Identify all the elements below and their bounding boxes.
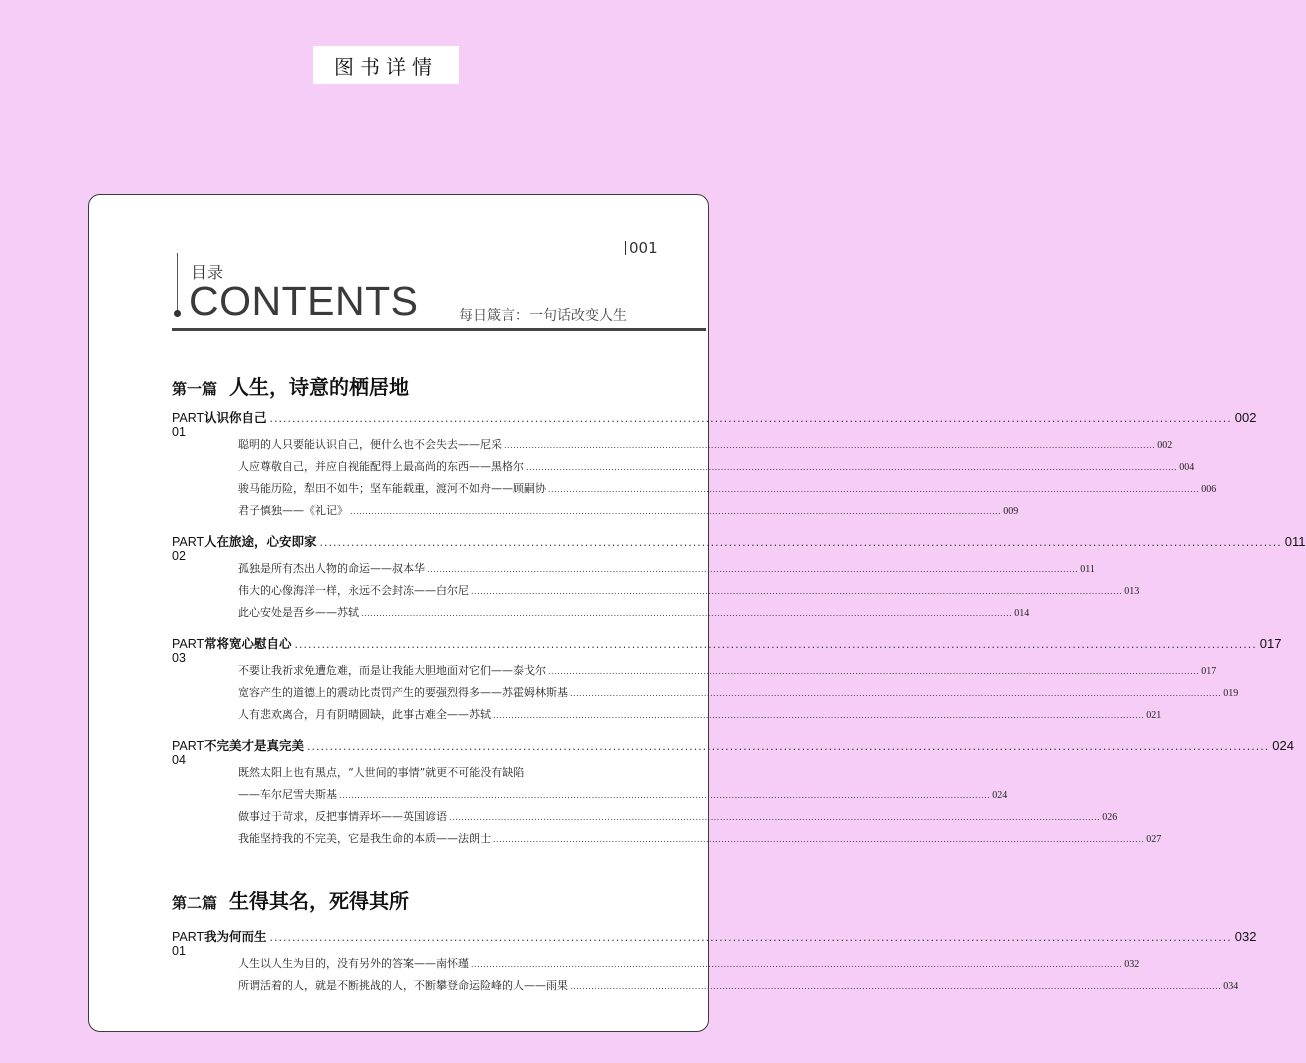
- entry-text: 聪明的人只要能认识自己，便什么也不会失去——尼采: [238, 438, 502, 451]
- heading-dot: [174, 310, 181, 317]
- toc-page: [88, 194, 1306, 1032]
- part-page: 032: [1234, 929, 1257, 944]
- toc-entry[interactable]: [238, 458, 1195, 474]
- dot-leader: ......................................................................................................................................................................................................................: [361, 609, 1013, 618]
- entry-page: 009: [1003, 506, 1019, 517]
- toc-entry[interactable]: [238, 706, 1162, 722]
- page-banner: 图书详情: [313, 46, 459, 84]
- entry-page: 032: [1124, 959, 1140, 970]
- toc-entry[interactable]: [238, 502, 1019, 518]
- toc-entry[interactable]: [238, 808, 1118, 824]
- entry-page: 034: [1223, 981, 1239, 992]
- section-prefix: 第一篇: [172, 380, 218, 398]
- toc-entry[interactable]: [238, 764, 625, 780]
- toc-entry[interactable]: [238, 684, 1239, 700]
- dot-leader: ......................................................................................................................................................................................................................: [526, 463, 1178, 472]
- dot-leader: ......................................................................................................................................................................................................................: [319, 536, 1282, 549]
- toc-part-row[interactable]: [172, 736, 1294, 767]
- heading-rule: [172, 328, 706, 331]
- dot-leader: ......................................................................................................................................................................................................................: [269, 412, 1232, 425]
- toc-part-row[interactable]: [172, 408, 1257, 439]
- entry-text: 我能坚持我的不完美，它是我生命的本质——法朗士: [238, 832, 491, 845]
- dot-leader: ......................................................................................................................................................................................................................: [570, 689, 1222, 698]
- dot-leader: ......................................................................................................................................................................................................................: [306, 740, 1270, 753]
- toc-part-row[interactable]: [172, 634, 1282, 665]
- entry-page: 004: [1179, 462, 1195, 473]
- entry-page: 027: [1146, 834, 1162, 845]
- part-title: 不完美才是真完美: [203, 738, 304, 753]
- part-page: 011: [1284, 534, 1306, 549]
- toc-entry[interactable]: [238, 582, 1140, 598]
- dot-leader: ......................................................................................................................................................................................................................: [504, 441, 1156, 450]
- entry-text: 君子慎独——《礼记》: [238, 504, 348, 517]
- part-page: 017: [1259, 636, 1282, 651]
- toc-entry[interactable]: [238, 955, 1140, 971]
- entry-page: 017: [1201, 666, 1217, 677]
- dot-leader: ......................................................................................................................................................................................................................: [493, 835, 1145, 844]
- entry-text: 骏马能历险，犁田不如牛；坚车能载重，渡河不如舟——顾嗣协: [238, 482, 546, 495]
- part-title: 我为何而生: [203, 929, 267, 944]
- entry-page: 026: [1102, 812, 1118, 823]
- dot-leader: ......................................................................................................................................................................................................................: [449, 813, 1101, 822]
- toc-entry[interactable]: [238, 560, 1095, 576]
- section-title: [172, 371, 409, 400]
- part-label: PART 03: [172, 637, 204, 665]
- entry-page: 021: [1146, 710, 1162, 721]
- part-title: 人在旅途，心安即家: [203, 534, 317, 549]
- part-title: 常将宽心慰自心: [203, 636, 292, 651]
- entry-text: 孤独是所有杰出人物的命运——叔本华: [238, 562, 425, 575]
- toc-entry[interactable]: [238, 977, 1239, 993]
- toc-heading-small: 目录: [191, 263, 224, 282]
- toc-part-row[interactable]: [172, 532, 1306, 563]
- entry-page: 019: [1223, 688, 1239, 699]
- part-title: 认识你自己: [203, 410, 267, 425]
- part-page: 024: [1272, 738, 1294, 753]
- daily-motto: 每日箴言：一句话改变人生: [459, 308, 627, 324]
- section-name: 生得其名，死得其所: [229, 889, 410, 913]
- entry-page: 024: [992, 790, 1008, 801]
- entry-text: 宽容产生的道德上的震动比责罚产生的要强烈得多——苏霍姆林斯基: [238, 686, 568, 699]
- dot-leader: ......................................................................................................................................................................................................................: [339, 791, 991, 800]
- part-label: PART 01: [172, 411, 204, 439]
- dot-leader: ......................................................................................................................................................................................................................: [493, 711, 1145, 720]
- toc-entry[interactable]: [238, 662, 1217, 678]
- entry-page: 006: [1201, 484, 1217, 495]
- toc-entry[interactable]: [238, 830, 1162, 846]
- entry-text: 人应尊敬自己，并应自视能配得上最高尚的东西——黑格尔: [238, 460, 524, 473]
- entry-page: 014: [1014, 608, 1030, 619]
- entry-page: 002: [1157, 440, 1173, 451]
- toc-entry[interactable]: [238, 480, 1217, 496]
- dot-leader: ......................................................................................................................................................................................................................: [427, 565, 1079, 574]
- section-title: [172, 885, 409, 914]
- dot-leader: ......................................................................................................................................................................................................................: [471, 587, 1123, 596]
- heading-divider-line: [177, 253, 178, 311]
- part-label: PART 04: [172, 739, 204, 767]
- part-page: 002: [1234, 410, 1257, 425]
- dot-leader: ......................................................................................................................................................................................................................: [294, 638, 1257, 651]
- part-label: PART 01: [172, 930, 204, 958]
- toc-entry[interactable]: [238, 786, 1008, 802]
- section-prefix: 第二篇: [172, 894, 218, 912]
- dot-leader: ......................................................................................................................................................................................................................: [269, 931, 1232, 944]
- toc-entry[interactable]: [238, 436, 1173, 452]
- entry-text: ——车尔尼雪夫斯基: [238, 788, 337, 801]
- section-name: 人生，诗意的栖居地: [229, 375, 410, 399]
- toc-part-row[interactable]: [172, 927, 1257, 958]
- toc-heading-contents: CONTENTS: [189, 278, 419, 324]
- entry-text: 所谓活着的人，就是不断挑战的人，不断攀登命运险峰的人——雨果: [238, 979, 568, 992]
- page-number: 001: [625, 241, 658, 255]
- entry-page: 013: [1124, 586, 1140, 597]
- entry-text: 人生以人生为目的，没有另外的答案——南怀瑾: [238, 957, 469, 970]
- entry-text: 既然太阳上也有黑点，“人世间的事情”就更不可能没有缺陷: [238, 766, 525, 779]
- part-label: PART 02: [172, 535, 204, 563]
- dot-leader: ......................................................................................................................................................................................................................: [350, 507, 1002, 516]
- dot-leader: ......................................................................................................................................................................................................................: [570, 982, 1222, 991]
- entry-text: 不要让我祈求免遭危难，而是让我能大胆地面对它们——泰戈尔: [238, 664, 546, 677]
- entry-text: 此心安处是吾乡——苏轼: [238, 606, 359, 619]
- dot-leader: ......................................................................................................................................................................................................................: [548, 667, 1200, 676]
- entry-text: 伟大的心像海洋一样，永远不会封冻——白尔尼: [238, 584, 469, 597]
- toc-entry[interactable]: [238, 604, 1030, 620]
- dot-leader: ......................................................................................................................................................................................................................: [471, 960, 1123, 969]
- entry-text: 人有悲欢离合，月有阴晴圆缺，此事古难全——苏轼: [238, 708, 491, 721]
- entry-page: 011: [1080, 564, 1095, 575]
- entry-text: 做事过于苛求，反把事情弄坏——英国谚语: [238, 810, 447, 823]
- dot-leader: ......................................................................................................................................................................................................................: [548, 485, 1200, 494]
